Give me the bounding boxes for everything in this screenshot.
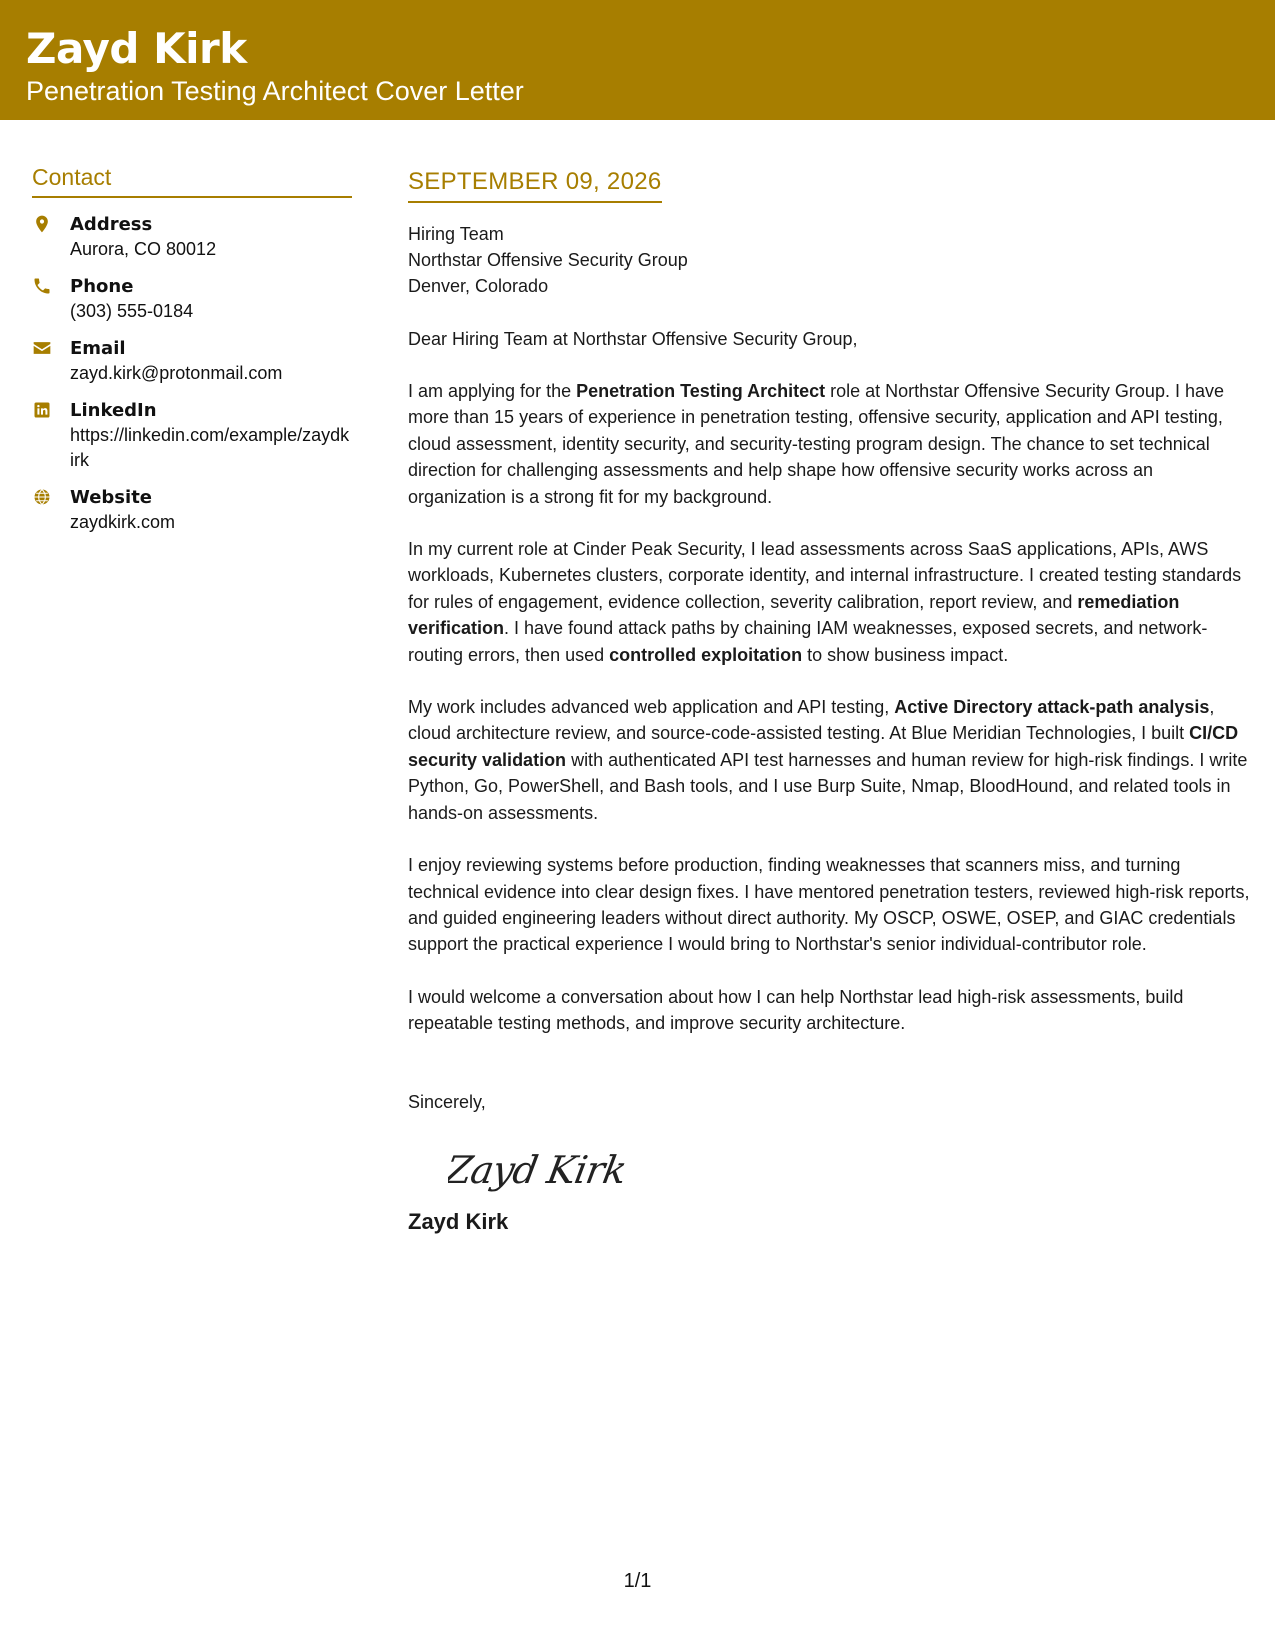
- contact-label: Email: [70, 338, 126, 359]
- bold-text: CI/CD security validation: [408, 723, 1239, 770]
- contact-label: Phone: [70, 276, 134, 297]
- recipient-line: Northstar Offensive Security Group: [408, 250, 688, 270]
- recipient-block: [408, 221, 1253, 299]
- applicant-name: Zayd Kirk: [26, 24, 247, 73]
- contact-label: LinkedIn: [70, 400, 157, 421]
- header-banner: [0, 0, 1275, 120]
- paragraph-text: . I have found attack paths by chaining IAM weaknesses, exposed secrets, and network-routing errors, then used: [408, 618, 1208, 665]
- contact-sidebar: [32, 162, 352, 547]
- signature-text: Zayd Kirk: [448, 1147, 630, 1193]
- envelope-icon: [32, 336, 70, 386]
- paragraph-text: with authenticated API test harnesses and human review for high-risk findings. I write Python, Go, PowerShell, and Bash tools, and I use Burp Suite, Nmap, BloodHound, and related tools in hands-on assessments.: [408, 749, 1248, 823]
- paragraph-text: In my current role at Cinder Peak Security, I lead assessments across SaaS applications, APIs, AWS workloads, Kubernetes clusters, corporate identity, and internal infrastructure. I created testing standards for rules of engagement, evidence collection, severity calibration, report review, and: [408, 539, 1242, 612]
- letter-paragraph: [408, 852, 1253, 958]
- contact-value: zayd.kirk@protonmail.com: [70, 363, 283, 383]
- bold-text: Penetration Testing Architect: [576, 381, 826, 401]
- letter-paragraph: [408, 694, 1253, 826]
- paragraph-text: My work includes advanced web application and API testing,: [408, 697, 895, 718]
- letter-paragraphs: [408, 378, 1253, 1037]
- bold-text: Active Directory attack-path analysis: [894, 697, 1210, 718]
- paragraph-text: role at Northstar Offensive Security Group. I have more than 15 years of experience in penetration testing, offensive security, application and API testing, cloud assessment, identity security, and security-testing program design. The chance to set technical direction for challenging assessments and help shape how offensive security works across an organization is a strong fit for my background.: [408, 381, 1224, 507]
- contact-section-title: Contact: [32, 162, 352, 198]
- contact-item-website: [32, 485, 352, 535]
- contact-value: (303) 555-0184: [70, 301, 194, 321]
- recipient-line: Hiring Team: [408, 224, 504, 244]
- signature-image: [448, 1135, 1253, 1205]
- letter-date: SEPTEMBER 09, 2026: [408, 166, 662, 203]
- contact-item-email: [32, 336, 352, 386]
- contact-item-address: [32, 212, 352, 262]
- page-number: 1/1: [623, 1570, 652, 1592]
- phone-icon: [32, 274, 70, 324]
- letter-paragraph: [408, 536, 1253, 668]
- recipient-line: Denver, Colorado: [408, 276, 549, 296]
- bold-text: remediation verification: [408, 591, 1180, 639]
- paragraph-text: to show business impact.: [802, 644, 1009, 665]
- contact-item-phone: [32, 274, 352, 324]
- paragraph-text: I am applying for the: [408, 381, 577, 401]
- letter-paragraph: [408, 984, 1253, 1037]
- contact-value: zaydkirk.com: [70, 512, 176, 532]
- paragraph-text: I would welcome a conversation about how I can help Northstar lead high-risk assessments, build repeatable testing methods, and improve security architecture.: [408, 986, 1184, 1034]
- document-subtitle: Penetration Testing Architect Cover Letter: [26, 76, 524, 106]
- contact-item-linkedin: [32, 398, 352, 473]
- letter-body: [408, 166, 1253, 1237]
- salutation: Dear Hiring Team at Northstar Offensive Security Group,: [408, 329, 858, 349]
- contact-value: Aurora, CO 80012: [70, 239, 217, 259]
- letter-paragraph: [408, 378, 1253, 510]
- map-pin-icon: [32, 212, 70, 262]
- bold-text: controlled exploitation: [609, 644, 803, 665]
- paragraph-text: I enjoy reviewing systems before production, finding weaknesses that scanners miss, and turning technical evidence into clear design fixes. I have mentored penetration testers, reviewed high-risk reports, and guided engineering leaders without direct authority. My OSCP, OSWE, OSEP, and GIAC credentials support the practical experience I would bring to Northstar's senior individual-contributor role.: [408, 855, 1250, 955]
- linkedin-icon: [32, 398, 70, 473]
- globe-icon: [32, 485, 70, 535]
- closing: Sincerely,: [408, 1091, 486, 1112]
- contact-label: Address: [70, 214, 153, 235]
- contact-value: https://linkedin.com/example/zaydkirk: [70, 425, 350, 470]
- paragraph-text: , cloud architecture review, and source-code-assisted testing. At Blue Meridian Technologies, I built: [408, 697, 1215, 744]
- signer-name: Zayd Kirk: [408, 1208, 509, 1234]
- contact-label: Website: [70, 487, 153, 508]
